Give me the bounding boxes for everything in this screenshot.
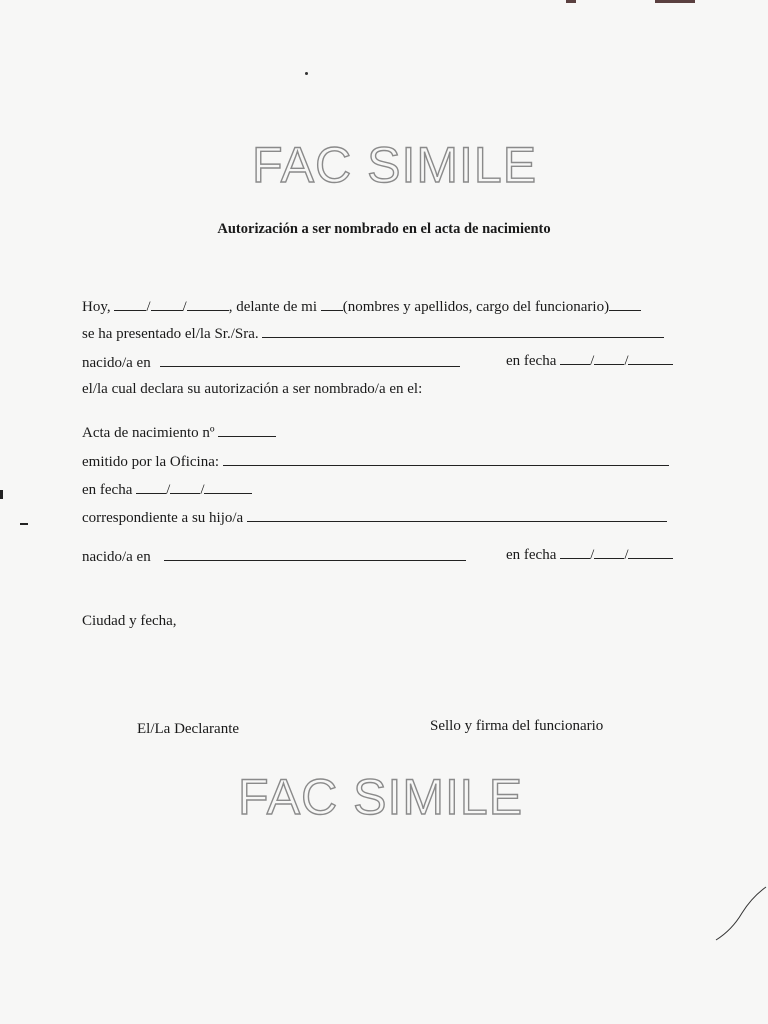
line-hoy (82, 296, 641, 316)
en-fecha-acta-label: en fecha (82, 482, 133, 498)
hoy-year-blank[interactable] (187, 296, 229, 311)
presentado-label: se ha presentado el/la Sr./Sra. (82, 326, 259, 342)
watermark-bottom: FAC SIMILE (238, 769, 524, 825)
nacido-en-label: nacido/a en (82, 355, 151, 371)
scan-mark-top-right-2 (655, 0, 695, 3)
line-en-fecha-acta (82, 479, 252, 499)
en-fecha-field (506, 350, 673, 370)
scan-mark-left-1 (0, 490, 3, 499)
line-emitido (82, 451, 669, 471)
acta-day-blank[interactable] (136, 479, 166, 494)
fecha-year-blank[interactable] (628, 350, 673, 365)
acta-numero-blank[interactable] (218, 422, 276, 437)
hoy-month-blank[interactable] (151, 296, 183, 311)
slash: / (166, 482, 171, 498)
presentado-blank[interactable] (262, 323, 664, 338)
emitido-blank[interactable] (223, 451, 669, 466)
slash: / (590, 547, 595, 563)
delante-label: , delante de mi (228, 299, 318, 315)
slash: / (182, 299, 187, 315)
acta-numero-label: Acta de nacimiento nº (82, 425, 215, 441)
line-presentado (82, 323, 664, 343)
nacido-en-2-blank[interactable] (164, 546, 466, 561)
line-nacido-en (82, 352, 460, 372)
fecha2-day-blank[interactable] (560, 544, 590, 559)
ciudad-fecha-label: Ciudad y fecha, (82, 613, 177, 629)
nacido-en-blank[interactable] (160, 352, 460, 367)
funcionario-signature-label: Sello y firma del funcionario (430, 718, 604, 734)
acta-month-blank[interactable] (170, 479, 200, 494)
declara-text: el/la cual declara su autorización a ser nombrado/a en el: (82, 381, 423, 397)
correspondiente-blank[interactable] (247, 507, 667, 522)
hoy-label: Hoy, (82, 299, 111, 315)
watermark-top: FAC SIMILE (252, 137, 538, 193)
line-acta-numero (82, 422, 276, 442)
fecha-month-blank[interactable] (594, 350, 624, 365)
fecha2-year-blank[interactable] (628, 544, 673, 559)
fecha-day-blank[interactable] (560, 350, 590, 365)
en-fecha-2-label: en fecha (506, 547, 557, 563)
slash: / (624, 353, 629, 369)
line-declara (82, 381, 422, 398)
fecha2-month-blank[interactable] (594, 544, 624, 559)
slash: / (590, 353, 595, 369)
slash: / (200, 482, 205, 498)
declarante-signature-label: El/La Declarante (137, 721, 240, 737)
line-ciudad-fecha (82, 613, 177, 630)
funcionario-blank-1[interactable] (321, 296, 343, 311)
acta-year-blank[interactable] (204, 479, 252, 494)
scan-mark-left-2 (20, 523, 28, 525)
pen-stroke-mark (712, 885, 768, 945)
en-fecha-label: en fecha (506, 353, 557, 369)
scan-mark-top-right-1 (566, 0, 576, 3)
scan-dot (305, 72, 308, 75)
correspondiente-label: correspondiente a su hijo/a (82, 510, 244, 526)
slash: / (624, 547, 629, 563)
nacido-en-2-label: nacido/a en (82, 549, 151, 565)
funcionario-note: (nombres y apellidos, cargo del funcionario) (342, 299, 610, 315)
document-title: Autorización a ser nombrado en el acta de nacimiento (217, 221, 551, 237)
line-nacido-en-2 (82, 546, 466, 566)
funcionario-blank-2[interactable] (609, 296, 641, 311)
slash: / (146, 299, 151, 315)
hoy-day-blank[interactable] (114, 296, 146, 311)
emitido-label: emitido por la Oficina: (82, 454, 220, 470)
line-correspondiente (82, 507, 667, 527)
en-fecha-2-field (506, 544, 673, 564)
